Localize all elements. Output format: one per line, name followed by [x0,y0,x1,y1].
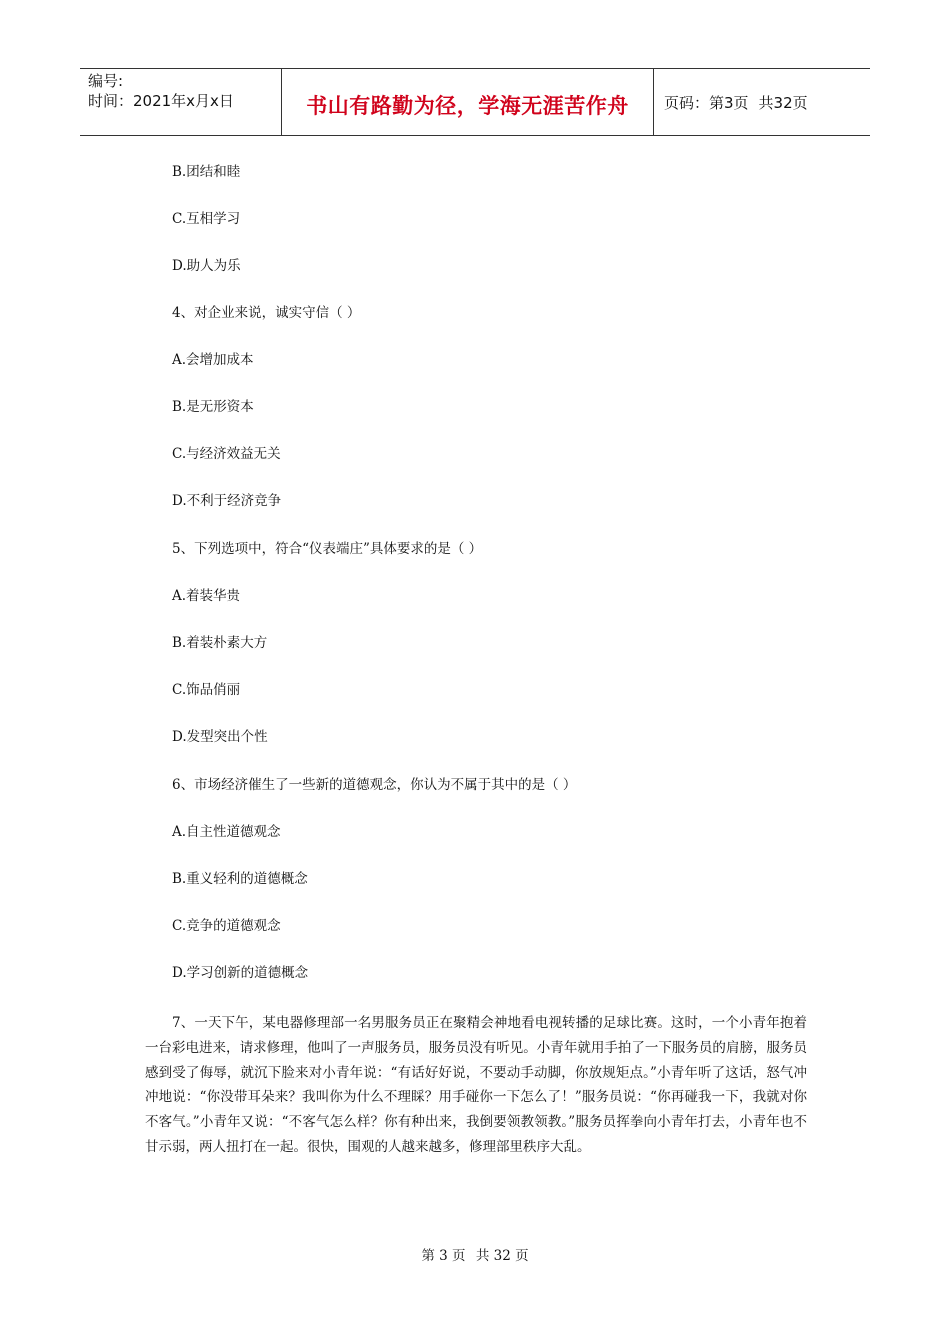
option-3c: C.互相学习 [172,211,241,227]
page-header [80,68,870,136]
option-3d: D.助人为乐 [172,258,241,274]
question-5: 5、下列选项中，符合“仪表端庄”具体要求的是（ ） [172,541,483,557]
option-6c: C.竞争的道德观念 [172,918,281,934]
option-5a: A.着装华贵 [172,588,241,604]
question-7-paragraph [145,1011,807,1160]
question-7-text: 7、一天下午，某电器修理部一名男服务员正在聚精会神地看电视转播的足球比赛。这时，一个小青年抱着一台彩电进来，请求修理，他叫了一声服务员，服务员没有听见。小青年就用手拍了一下服务员的肩膀，服务员感到受了侮辱，就沉下脸来对小青年说：“有话好好说，不要动手动脚，你放规矩点。”小青年听了这话，怒气冲冲地说：“你没带耳朵来？我叫你为什么不理睬？用手碰你一下怎么了！”服务员说：“你再碰我一下，我就对你不客气。”小青年又说：“不客气怎么样？你有种出来，我倒要领教领教。”服务员挥拳向小青年打去，小青年也不甘示弱，两人扭打在一起。很快，围观的人越来越多，修理部里秩序大乱。 [145,1015,807,1155]
option-4b: B.是无形资本 [172,399,254,415]
footer-page: 第 3 页 [421,1248,466,1264]
option-4a: A.会增加成本 [172,352,254,368]
option-5c: C.饰品俏丽 [172,682,241,698]
header-motto: 书山有路勤为径，学海无涯苦作舟 [282,69,654,135]
option-5d: D.发型突出个性 [172,729,268,745]
date-label: 时间：2021年x月x日 [88,92,234,110]
page-footer [0,1247,950,1265]
option-3b: B.团结和睦 [172,164,241,180]
option-6a: A.自主性道德观念 [172,824,281,840]
option-4d: D.不利于经济竞争 [172,493,282,509]
option-4c: C.与经济效益无关 [172,446,281,462]
header-page-info [654,69,870,135]
option-5b: B.着装朴素大方 [172,635,268,651]
header-total-label: 共32页 [758,93,808,112]
header-meta [80,69,282,135]
question-4: 4、对企业来说，诚实守信（ ） [172,305,361,321]
footer-total: 共 32 页 [475,1248,529,1264]
option-6b: B.重义轻利的道德概念 [172,871,308,887]
option-6d: D.学习创新的道德概念 [172,965,309,981]
header-page-label: 页码：第3页 [664,93,749,112]
question-6: 6、市场经济催生了一些新的道德观念，你认为不属于其中的是（ ） [172,777,577,793]
code-label: 编号: [88,72,124,90]
